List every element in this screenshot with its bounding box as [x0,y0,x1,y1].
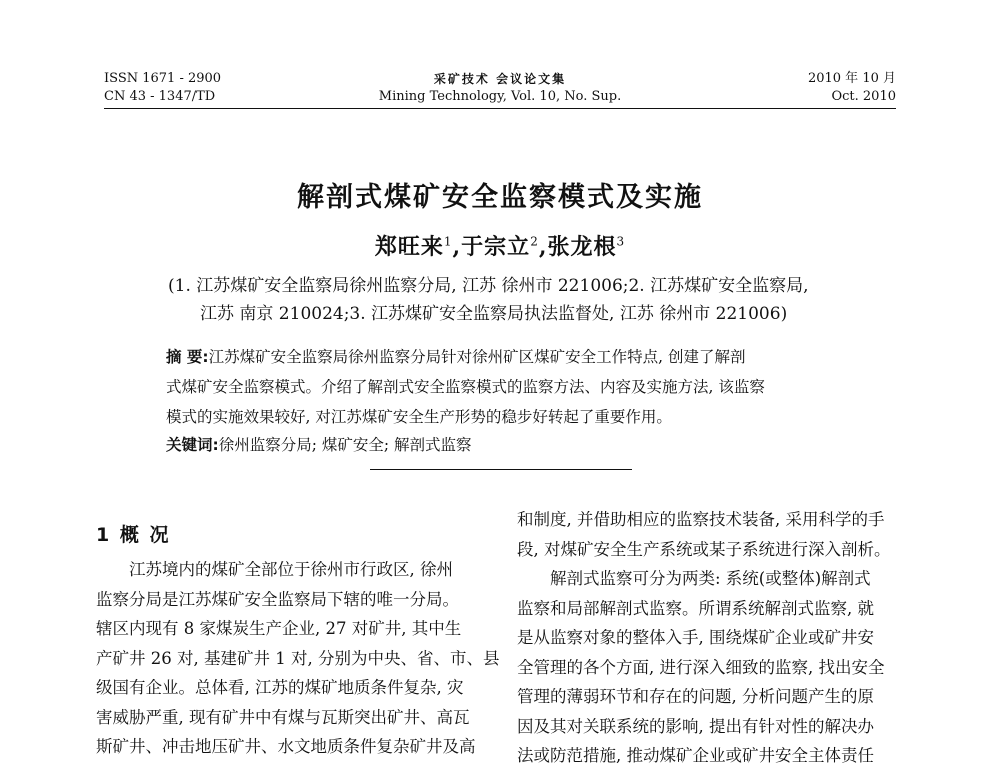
body-column-right [517,505,909,771]
author-separator: , [538,234,548,260]
issn-number: ISSN 1671 - 2900 [104,71,222,86]
author-name: 张龙根 [547,234,617,260]
body-text-line: 斯矿井、冲击地压矿井、水文地质条件复杂矿井及高 [96,737,476,756]
author-name: 郑旺来 [374,234,444,260]
header-rule [104,108,896,109]
affiliation-line: (1. 江苏煤矿安全监察局徐州监察分局, 江苏 徐州市 221006;2. 江苏煤矿安全监察局, [168,276,809,296]
keywords-label: 关键词: [166,436,219,454]
body-text-line: 解剖式监察可分为两类: 系统(或整体)解剖式 [550,569,871,588]
paper-title: 解剖式煤矿安全监察模式及实施 [297,182,703,213]
body-text-line: 监察和局部解剖式监察。所谓系统解剖式监察, 就 [517,598,874,618]
keywords [166,430,856,460]
body-text-line: 全管理的各个方面, 进行深入细致的监察, 找出安全 [517,657,885,677]
body-text-line: 监察分局是江苏煤矿安全监察局下辖的唯一分局。 [96,589,459,609]
author-affiliation-marker: 1 [443,234,453,249]
body-text-line: 级国有企业。总体看, 江苏的煤矿地质条件复杂, 灾 [96,678,464,697]
abstract-text-line: 模式的实施效果较好, 对江苏煤矿安全生产形势的稳步好转起了重要作用。 [166,408,672,426]
header-journal-block [330,70,670,106]
abstract-text-line: 式煤矿安全监察模式。介绍了解剖式安全监察模式的监察方法、内容及实施方法, 该监察 [166,378,765,396]
abstract-text-line: 江苏煤矿安全监察局徐州监察分局针对徐州矿区煤矿安全工作特点, 创建了解剖 [208,348,746,366]
affiliation-line: 江苏 南京 210024;3. 江苏煤矿安全监察局执法监督处, 江苏 徐州市 221006) [200,304,788,324]
date-cn: 2010 年 10 月 [807,71,896,86]
body-text-line: 管理的薄弱环节和存在的问题, 分析问题产生的原 [517,687,874,706]
author-affiliation-marker: 3 [616,234,626,249]
body-text-line: 辖区内现有 8 家煤炭生产企业, 27 对矿井, 其中生 [96,619,462,638]
author-separator: , [452,234,462,260]
body-text-line: 江苏境内的煤矿全部位于徐州市行政区, 徐州 [129,560,453,579]
body-text-line: 因及其对关联系统的影响, 提出有针对性的解决办 [517,716,874,736]
date-en: Oct. 2010 [831,89,896,104]
abstract-separator-rule [370,469,632,470]
journal-name-cn: 采矿技术 会议论文集 [433,72,567,86]
cn-number: CN 43 - 1347/TD [104,89,216,104]
abstract-label: 摘 要: [166,348,209,366]
body-text-line: 和制度, 并借助相应的监察技术装备, 采用科学的手 [517,510,885,529]
author-name: 于宗立 [461,234,531,260]
keywords-text: 徐州监察分局; 煤矿安全; 解剖式监察 [218,436,472,454]
body-column-left [96,555,500,762]
header-date-block [808,70,896,106]
journal-name-en: Mining Technology, Vol. 10, No. Sup. [378,89,622,104]
body-text-line: 法或防范措施, 推动煤矿企业或矿井安全主体责任 [517,746,874,765]
body-text-line: 产矿井 26 对, 基建矿井 1 对, 分别为中央、省、市、县 [96,648,500,668]
body-text-line: 段, 对煤矿安全生产系统或某子系统进行深入剖析。 [517,539,891,559]
author-affiliation-marker: 2 [530,234,539,249]
body-text-line: 是从监察对象的整体入手, 围绕煤矿企业或矿井安 [517,628,874,647]
author-list [0,230,1000,261]
body-text-line: 害威胁严重, 现有矿井中有煤与瓦斯突出矿井、高瓦 [96,707,470,727]
abstract [166,342,856,432]
section-heading: 1 概 况 [96,524,171,546]
header-issn-block [104,70,221,106]
